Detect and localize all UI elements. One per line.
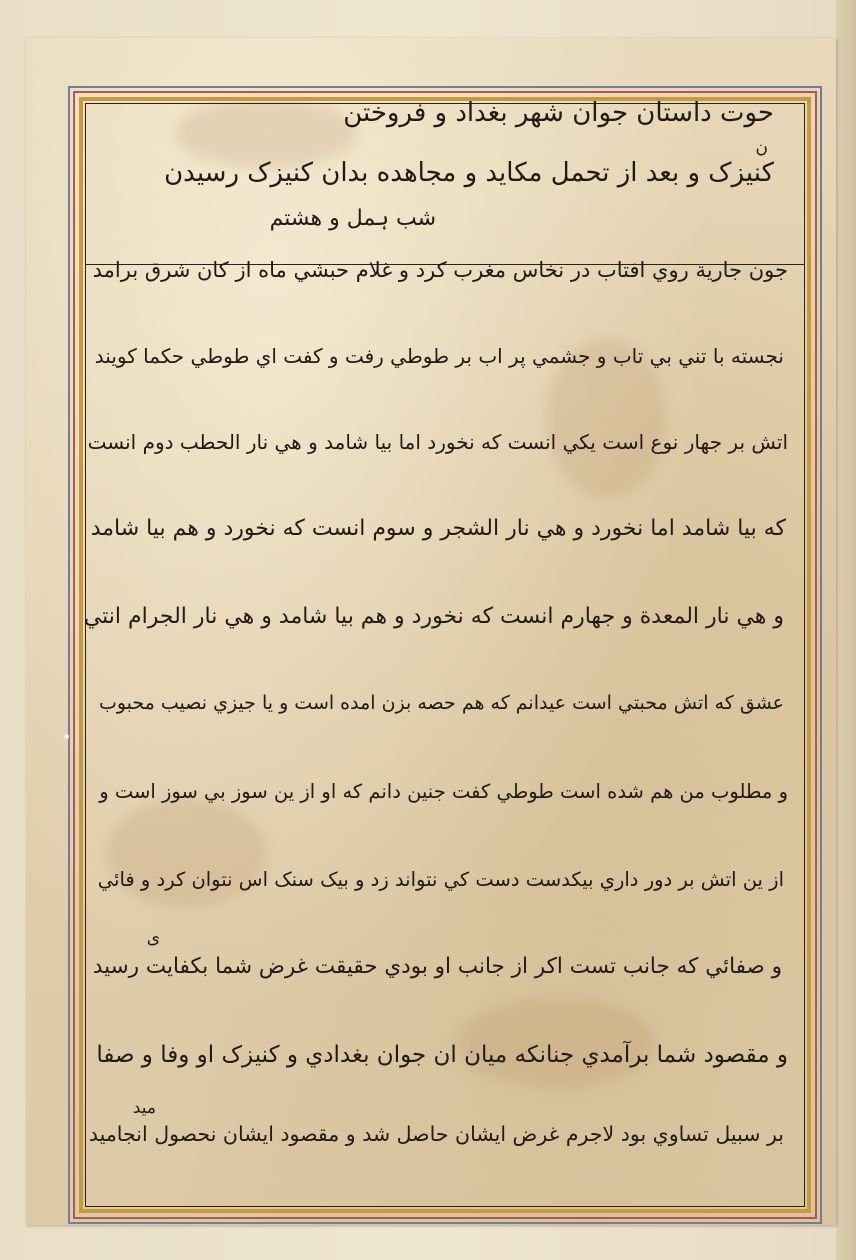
body-line-10: و مقصود شما برآمدي جنانکه ميان ان جوان بغدادي و کنیزک او وفا و صفا — [96, 1042, 788, 1068]
body-line-9: و صفائي که جانب تست اکر از جانب او بودي حقيقت غرض شما بکفايت رسيد — [92, 954, 782, 979]
paper-speck — [64, 734, 69, 739]
body-line-8: از ين اتش بر دور داري بيکدست دست کي نتواند زد و بيک سنک اس نتوان کرد و فائي — [97, 868, 784, 891]
body-line-4: که بيا شامد اما نخورد و هي نار الشجر و سوم انست که نخورد و هم بيا شامد — [90, 516, 786, 541]
body-line-5: و هي نار المعدة و جهارم انست که نخورد و هم بيا شامد و هي نار الجرام انتي — [83, 604, 784, 629]
body-line-6: عشق که اتش محبتي است عيدانم که هم حصه بزن امده است و یا جیزي نصيب محبوب — [98, 692, 784, 714]
title-line-3: شب ہمل و هشتم — [269, 206, 436, 231]
interlinear-note: ی — [146, 928, 160, 948]
body-line-7: و مطلوب من هم شده است طوطي کفت جنين دانم که او از ين سوز بي سوز است و — [99, 780, 788, 803]
body-line-11: بر سبيل تساوي بود لاجرم غرض ايشان حاصل شد و مقصود ايشان نحصول انجاميد — [88, 1122, 784, 1146]
title-line-1: حوت داستان جوان شهر بغداد و فروختن — [343, 98, 774, 128]
marginal-note: ميد — [132, 1098, 156, 1118]
title-interlinear-note: ن — [755, 138, 768, 158]
body-line-1: جون جارية روي افتاب در نخاس مغرب کرد و غلام حبشي ماه از کان شرق برامد — [92, 258, 788, 282]
manuscript-page — [26, 38, 836, 1225]
body-line-3: اتش بر جهار نوع است یکي انست که نخورد اما بيا شامد و هي نار الحطب دوم انست — [87, 430, 788, 454]
title-line-2: کنیزک و بعد از تحمل مکاید و مجاهده بدان کنیزک رسیدن — [164, 158, 774, 188]
body-line-2: نجسته با تني بي تاب و جشمي پر اب بر طوطي رفت و کفت اي طوطي حکما کويند — [94, 344, 784, 368]
mount-edge — [836, 0, 856, 1260]
